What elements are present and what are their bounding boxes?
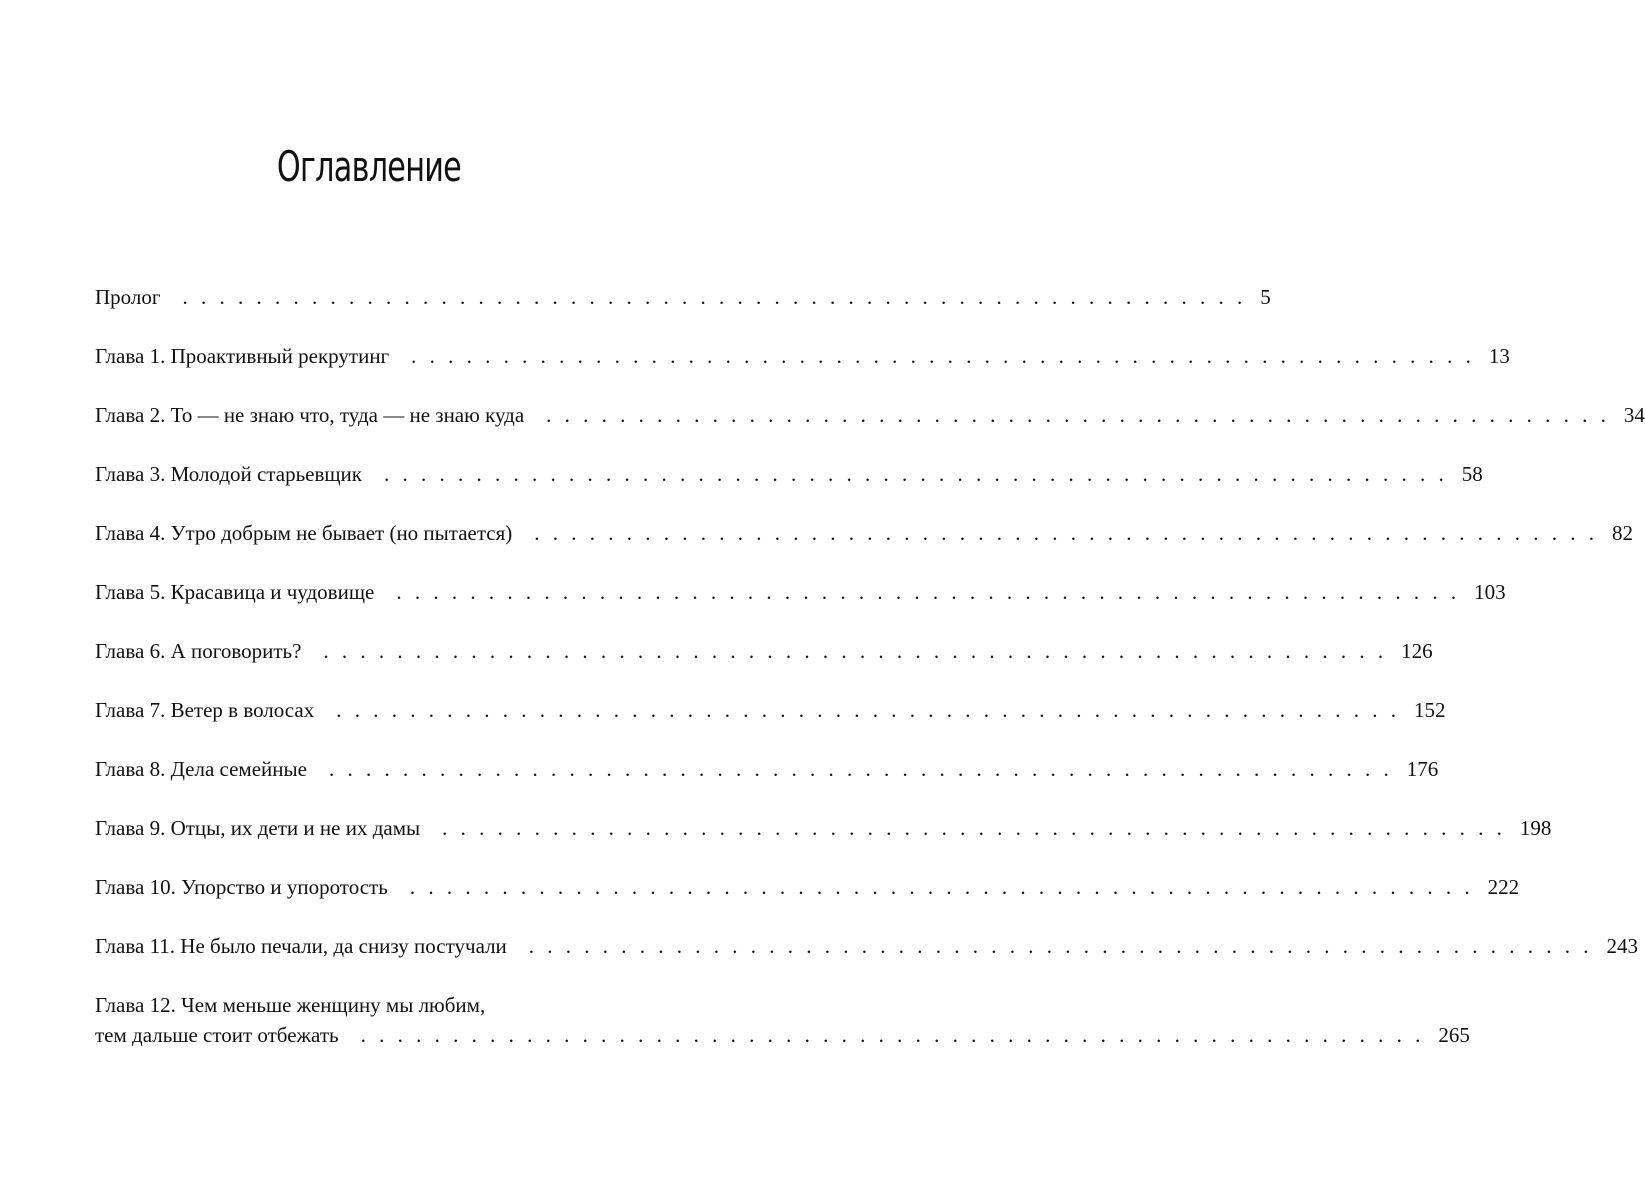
- toc-entry-label: Глава 4. Утро добрым не бывает (но пытается): [95, 521, 513, 545]
- toc-entry-chapter-10[interactable]: [95, 872, 1520, 902]
- dot-leader: . . . . . . . . . . . . . . . . . . . . . . . . . . . . . . . . . . . . . . . . . . . . . . . . . . . . . . . . . .: [442, 816, 1506, 840]
- toc-entry-page: 222: [1487, 875, 1520, 899]
- toc-entry-page: 13: [1488, 344, 1510, 368]
- toc-entry-page: 265: [1438, 1023, 1470, 1047]
- toc-entry-chapter-1[interactable]: [95, 341, 1510, 371]
- toc-entry-page: 5: [1260, 285, 1271, 309]
- toc-entry-chapter-6[interactable]: [95, 636, 1433, 666]
- toc-entry-label: Глава 6. А поговорить?: [95, 639, 302, 663]
- toc-entry-prologue[interactable]: [95, 282, 1271, 312]
- toc-entry-label: Глава 7. Ветер в волосах: [95, 698, 315, 722]
- toc-entry-chapter-12[interactable]: [95, 990, 1470, 1050]
- page-title: Оглавление: [276, 142, 462, 191]
- toc-entry-label: Глава 11. Не было печали, да снизу постучали: [95, 934, 507, 958]
- dot-leader: . . . . . . . . . . . . . . . . . . . . . . . . . . . . . . . . . . . . . . . . . . . . . . . . . . . . . . . . . .: [409, 875, 1474, 899]
- toc-entry-chapter-9[interactable]: [95, 813, 1552, 843]
- dot-leader: . . . . . . . . . . . . . . . . . . . . . . . . . . . . . . . . . . . . . . . . . . . . . . . . . . . . . . . . . .: [411, 344, 1475, 368]
- toc-entry-page: 126: [1401, 639, 1433, 663]
- dot-leader: . . . . . . . . . . . . . . . . . . . . . . . . . . . . . . . . . . . . . . . . . . . . . . . . . . . . . . . . . .: [182, 285, 1247, 309]
- toc-entry-page: 176: [1406, 757, 1439, 781]
- toc-entry-page: 34: [1623, 403, 1645, 427]
- toc-entry-chapter-11[interactable]: [95, 931, 1639, 961]
- toc-entry-page: 82: [1612, 521, 1634, 545]
- toc-entry-label: Глава 9. Отцы, их дети и не их дамы: [95, 816, 421, 840]
- dot-leader: . . . . . . . . . . . . . . . . . . . . . . . . . . . . . . . . . . . . . . . . . . . . . . . . . . . . . . . . . .: [336, 698, 1400, 722]
- toc-entry-page: 198: [1519, 816, 1552, 840]
- dot-leader: . . . . . . . . . . . . . . . . . . . . . . . . . . . . . . . . . . . . . . . . . . . . . . . . . . . . . . . . . .: [328, 757, 1393, 781]
- dot-leader: . . . . . . . . . . . . . . . . . . . . . . . . . . . . . . . . . . . . . . . . . . . . . . . . . . . . . . . . . .: [384, 462, 1448, 486]
- toc-entry-label: Глава 2. То — не знаю что, туда — не знаю куда: [95, 403, 525, 427]
- toc-entry-chapter-3[interactable]: [95, 459, 1483, 489]
- toc-entry-label: Глава 3. Молодой старьевщик: [95, 462, 362, 486]
- dot-leader: . . . . . . . . . . . . . . . . . . . . . . . . . . . . . . . . . . . . . . . . . . . . . . . . . . . . . . . . . .: [360, 1023, 1425, 1047]
- toc-entry-page: 58: [1461, 462, 1483, 486]
- dot-leader: . . . . . . . . . . . . . . . . . . . . . . . . . . . . . . . . . . . . . . . . . . . . . . . . . . . . . . . . . .: [546, 403, 1610, 427]
- toc-entry-chapter-2[interactable]: [95, 400, 1645, 430]
- toc-entry-page: 103: [1474, 580, 1506, 604]
- dot-leader: . . . . . . . . . . . . . . . . . . . . . . . . . . . . . . . . . . . . . . . . . . . . . . . . . . . . . . . . . .: [396, 580, 1461, 604]
- dot-leader: . . . . . . . . . . . . . . . . . . . . . . . . . . . . . . . . . . . . . . . . . . . . . . . . . . . . . . . . . .: [534, 521, 1599, 545]
- toc-entry-page: 243: [1606, 934, 1639, 958]
- toc-entry-chapter-5[interactable]: [95, 577, 1506, 607]
- toc-entry-chapter-8[interactable]: [95, 754, 1439, 784]
- dot-leader: . . . . . . . . . . . . . . . . . . . . . . . . . . . . . . . . . . . . . . . . . . . . . . . . . . . . . . . . . .: [323, 639, 1388, 663]
- toc-entry-label: Пролог: [95, 285, 161, 309]
- toc-entry-page: 152: [1413, 698, 1446, 722]
- toc-entry-label-line-2: тем дальше стоит отбежать: [95, 1023, 339, 1047]
- dot-leader: . . . . . . . . . . . . . . . . . . . . . . . . . . . . . . . . . . . . . . . . . . . . . . . . . . . . . . . . . .: [528, 934, 1593, 958]
- toc-entry-chapter-4[interactable]: [95, 518, 1634, 548]
- toc-entry-label-line-1: Глава 12. Чем меньше женщину мы любим,: [95, 993, 486, 1017]
- toc-entry-label: Глава 10. Упорство и упоротость: [95, 875, 388, 899]
- toc-entry-label: Глава 5. Красавица и чудовище: [95, 580, 375, 604]
- toc-entry-chapter-7[interactable]: [95, 695, 1446, 725]
- toc-entry-label: Глава 8. Дела семейные: [95, 757, 307, 781]
- toc-entry-label: Глава 1. Проактивный рекрутинг: [95, 344, 390, 368]
